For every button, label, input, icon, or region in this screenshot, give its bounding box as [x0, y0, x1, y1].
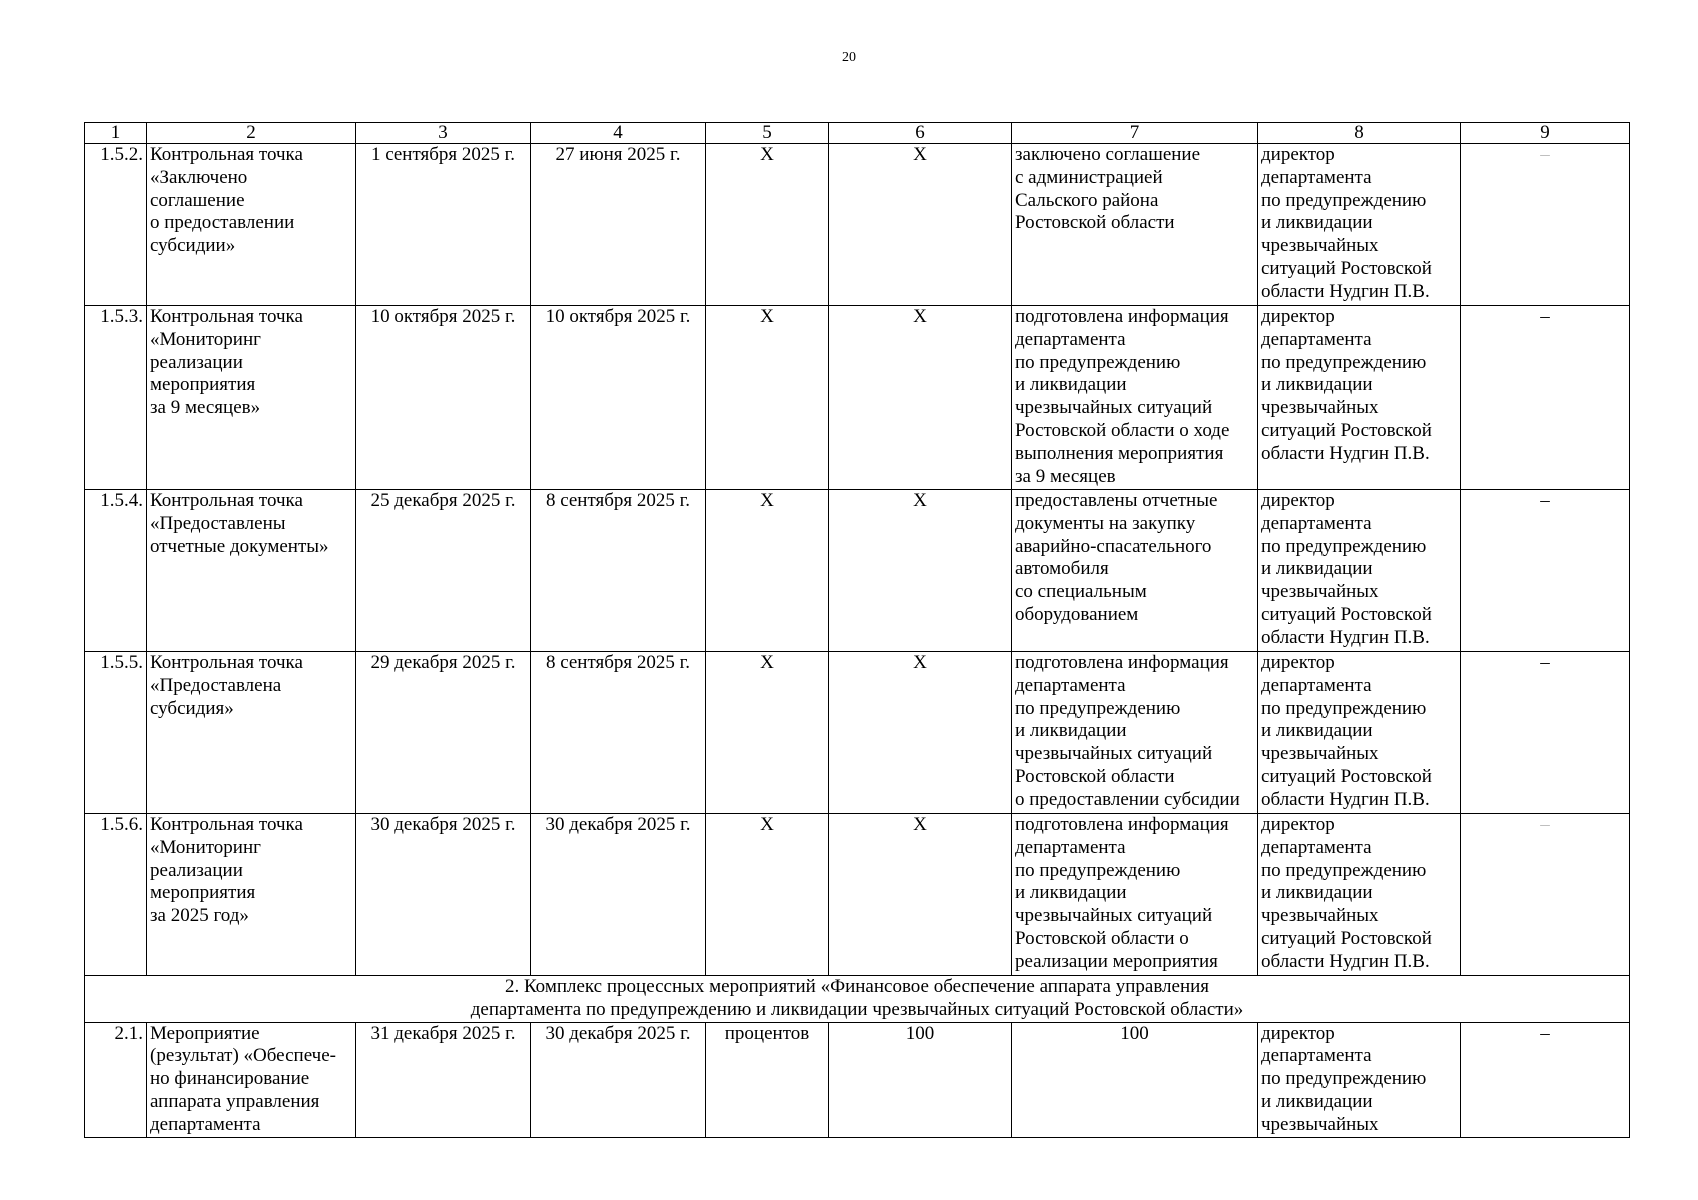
planned-date: 30 декабря 2025 г. [356, 814, 531, 976]
planned-date: 25 декабря 2025 г. [356, 490, 531, 652]
column-6-value: Х [829, 814, 1012, 976]
column-5-value: Х [706, 144, 829, 306]
row-name-line: реализации [150, 859, 243, 881]
result-line: Сальского района [1015, 189, 1159, 211]
responsible-line: директор [1261, 1022, 1335, 1044]
actual-value: 100 [1012, 1022, 1258, 1137]
result-line: департамента [1015, 674, 1126, 696]
result-description [1012, 814, 1258, 976]
row-name-line: соглашение [150, 189, 245, 211]
row-name-line: субсидии» [150, 235, 236, 257]
note-cell [1461, 652, 1630, 814]
row-name-line: департамента [150, 1113, 261, 1135]
responsible-line: директор [1261, 490, 1335, 511]
responsible-line: ситуаций Ростовской [1261, 257, 1432, 279]
result-line: предоставлены отчетные [1015, 490, 1218, 511]
row-name-line: реализации [150, 351, 243, 373]
responsible-line: области Нудгин П.В. [1261, 626, 1430, 648]
row-name-line: «Предоставлены [150, 512, 286, 534]
note-dash: – [1540, 490, 1550, 511]
actual-date: 8 сентября 2025 г. [531, 490, 706, 652]
responsible-line: ситуаций Ростовской [1261, 603, 1432, 625]
result-line: реализации мероприятия [1015, 950, 1218, 972]
result-line: и ликвидации [1015, 882, 1127, 904]
actual-date: 27 июня 2025 г. [531, 144, 706, 306]
responsible-line: и ликвидации [1261, 1090, 1373, 1112]
responsible-line: чрезвычайных [1261, 743, 1379, 765]
result-description [1012, 306, 1258, 490]
result-line: Ростовской области о ходе [1015, 419, 1230, 441]
planned-date: 29 декабря 2025 г. [356, 652, 531, 814]
responsible-person [1258, 306, 1461, 490]
result-line: аварийно-спасательного [1015, 535, 1212, 557]
table-row [85, 490, 1630, 652]
result-line: со специальным [1015, 581, 1147, 603]
result-line: чрезвычайных ситуаций [1015, 743, 1213, 765]
row-name-line: «Мониторинг [150, 328, 261, 350]
responsible-line: области Нудгин П.В. [1261, 280, 1430, 302]
row-number: 1.5.5. [85, 652, 147, 814]
actual-date: 8 сентября 2025 г. [531, 652, 706, 814]
unit-of-measure: процентов [706, 1022, 829, 1137]
table-row [85, 652, 1630, 814]
row-number: 1.5.6. [85, 814, 147, 976]
result-description [1012, 144, 1258, 306]
result-line: Ростовской области [1015, 212, 1175, 234]
note-cell [1461, 1022, 1630, 1137]
row-number: 1.5.2. [85, 144, 147, 306]
responsible-line: директор [1261, 652, 1335, 673]
row-name [147, 144, 356, 306]
note-cell [1461, 814, 1630, 976]
row-number: 1.5.4. [85, 490, 147, 652]
planned-date: 10 октября 2025 г. [356, 306, 531, 490]
responsible-line: и ликвидации [1261, 558, 1373, 580]
result-line: и ликвидации [1015, 720, 1127, 742]
responsible-line: директор [1261, 306, 1335, 327]
column-header: 2 [147, 123, 356, 144]
table-row [85, 814, 1630, 976]
row-name-line: Контрольная точка [150, 814, 303, 835]
section-heading-row [85, 976, 1630, 1023]
row-name [147, 814, 356, 976]
responsible-line: директор [1261, 814, 1335, 835]
planned-value: 100 [829, 1022, 1012, 1137]
page-number: 20 [842, 50, 856, 65]
actual-date: 10 октября 2025 г. [531, 306, 706, 490]
column-5-value: Х [706, 814, 829, 976]
row-name [147, 306, 356, 490]
responsible-line: по предупреждению [1261, 859, 1427, 881]
responsible-line: области Нудгин П.В. [1261, 442, 1430, 464]
column-header: 7 [1012, 123, 1258, 144]
responsible-line: чрезвычайных [1261, 235, 1379, 257]
column-5-value: Х [706, 490, 829, 652]
note-dash: – [1540, 652, 1550, 673]
row-number: 1.5.3. [85, 306, 147, 490]
row-name-line: «Предоставлена [150, 674, 282, 696]
result-description [1012, 490, 1258, 652]
note-cell [1461, 490, 1630, 652]
responsible-person [1258, 652, 1461, 814]
responsible-line: чрезвычайных [1261, 1113, 1379, 1135]
responsible-line: департамента [1261, 836, 1372, 858]
row-name-line: (результат) «Обеспече- [150, 1045, 336, 1067]
result-description [1012, 652, 1258, 814]
responsible-line: ситуаций Ростовской [1261, 419, 1432, 441]
result-line: за 9 месяцев [1015, 465, 1116, 487]
row-name [147, 490, 356, 652]
report-table [84, 122, 1630, 1138]
note-dash: – [1540, 814, 1550, 835]
note-dash: – [1540, 1022, 1550, 1044]
responsible-line: по предупреждению [1261, 697, 1427, 719]
result-line: автомобиля [1015, 558, 1109, 580]
row-name [147, 652, 356, 814]
result-line: департамента [1015, 836, 1126, 858]
column-6-value: Х [829, 306, 1012, 490]
result-line: по предупреждению [1015, 351, 1181, 373]
responsible-line: и ликвидации [1261, 720, 1373, 742]
column-5-value: Х [706, 306, 829, 490]
table-row [85, 144, 1630, 306]
column-header: 4 [531, 123, 706, 144]
responsible-line: ситуаций Ростовской [1261, 927, 1432, 949]
column-5-value: Х [706, 652, 829, 814]
section-heading-line: 2. Комплекс процессных мероприятий «Финансовое обеспечение аппарата управления [504, 976, 1210, 997]
row-name-line: Контрольная точка [150, 144, 303, 165]
result-line: о предоставлении субсидии [1015, 788, 1240, 810]
responsible-line: по предупреждению [1261, 535, 1427, 557]
responsible-line: и ликвидации [1261, 374, 1373, 396]
responsible-line: департамента [1261, 166, 1372, 188]
result-line: подготовлена информация [1015, 306, 1229, 327]
result-line: департамента [1015, 328, 1126, 350]
responsible-line: департамента [1261, 1045, 1372, 1067]
column-header: 6 [829, 123, 1012, 144]
responsible-line: по предупреждению [1261, 351, 1427, 373]
result-line: Ростовской области о [1015, 927, 1189, 949]
responsible-line: директор [1261, 144, 1335, 165]
row-name-line: Мероприятие [150, 1022, 260, 1044]
result-line: чрезвычайных ситуаций [1015, 397, 1213, 419]
section-heading [85, 976, 1630, 1023]
column-header: 5 [706, 123, 829, 144]
row-number: 2.1. [85, 1022, 147, 1137]
section-heading-line: департамента по предупреждению и ликвидации чрезвычайных ситуаций Ростовской области» [470, 998, 1244, 1020]
row-name-line: аппарата управления [150, 1090, 320, 1112]
result-line: чрезвычайных ситуаций [1015, 905, 1213, 927]
responsible-line: департамента [1261, 512, 1372, 534]
responsible-line: по предупреждению [1261, 1068, 1427, 1090]
row-name-line: мероприятия [150, 374, 256, 396]
responsible-line: и ликвидации [1261, 212, 1373, 234]
column-6-value: Х [829, 652, 1012, 814]
column-header: 8 [1258, 123, 1461, 144]
row-name-line: но финансирование [150, 1068, 310, 1090]
planned-date: 31 декабря 2025 г. [356, 1022, 531, 1137]
column-header: 9 [1461, 123, 1630, 144]
responsible-line: и ликвидации [1261, 882, 1373, 904]
note-dash: – [1540, 144, 1550, 165]
result-line: подготовлена информация [1015, 814, 1229, 835]
note-dash: – [1540, 306, 1550, 327]
column-header: 3 [356, 123, 531, 144]
responsible-person [1258, 144, 1461, 306]
row-name-line: Контрольная точка [150, 490, 303, 511]
column-header-row [85, 123, 1630, 144]
row-name-line: мероприятия [150, 882, 256, 904]
actual-date: 30 декабря 2025 г. [531, 814, 706, 976]
result-line: по предупреждению [1015, 859, 1181, 881]
responsible-line: департамента [1261, 674, 1372, 696]
planned-date: 1 сентября 2025 г. [356, 144, 531, 306]
row-name [147, 1022, 356, 1137]
responsible-person [1258, 490, 1461, 652]
result-line: Ростовской области [1015, 765, 1175, 787]
row-name-line: Контрольная точка [150, 306, 303, 327]
row-name-line: Контрольная точка [150, 652, 303, 673]
note-cell [1461, 144, 1630, 306]
row-name-line: о предоставлении [150, 212, 295, 234]
row-name-line: за 9 месяцев» [150, 397, 261, 419]
table-body [85, 144, 1630, 1138]
column-6-value: Х [829, 144, 1012, 306]
row-name-line: отчетные документы» [150, 535, 329, 557]
result-line: документы на закупку [1015, 512, 1196, 534]
responsible-line: чрезвычайных [1261, 581, 1379, 603]
result-line: выполнения мероприятия [1015, 442, 1224, 464]
result-line: заключено соглашение [1015, 144, 1201, 165]
result-line: и ликвидации [1015, 374, 1127, 396]
table-row [85, 1022, 1630, 1137]
row-name-line: «Мониторинг [150, 836, 261, 858]
actual-date: 30 декабря 2025 г. [531, 1022, 706, 1137]
responsible-line: области Нудгин П.В. [1261, 950, 1430, 972]
note-cell [1461, 306, 1630, 490]
row-name-line: субсидия» [150, 697, 234, 719]
responsible-line: чрезвычайных [1261, 905, 1379, 927]
result-line: по предупреждению [1015, 697, 1181, 719]
responsible-person [1258, 1022, 1461, 1137]
responsible-line: департамента [1261, 328, 1372, 350]
row-name-line: «Заключено [150, 166, 248, 188]
responsible-line: чрезвычайных [1261, 397, 1379, 419]
column-header: 1 [85, 123, 147, 144]
result-line: оборудованием [1015, 603, 1139, 625]
responsible-person [1258, 814, 1461, 976]
row-name-line: за 2025 год» [150, 905, 249, 927]
responsible-line: ситуаций Ростовской [1261, 765, 1432, 787]
result-line: подготовлена информация [1015, 652, 1229, 673]
table-row [85, 306, 1630, 490]
responsible-line: по предупреждению [1261, 189, 1427, 211]
responsible-line: области Нудгин П.В. [1261, 788, 1430, 810]
column-6-value: Х [829, 490, 1012, 652]
result-line: с администрацией [1015, 166, 1163, 188]
